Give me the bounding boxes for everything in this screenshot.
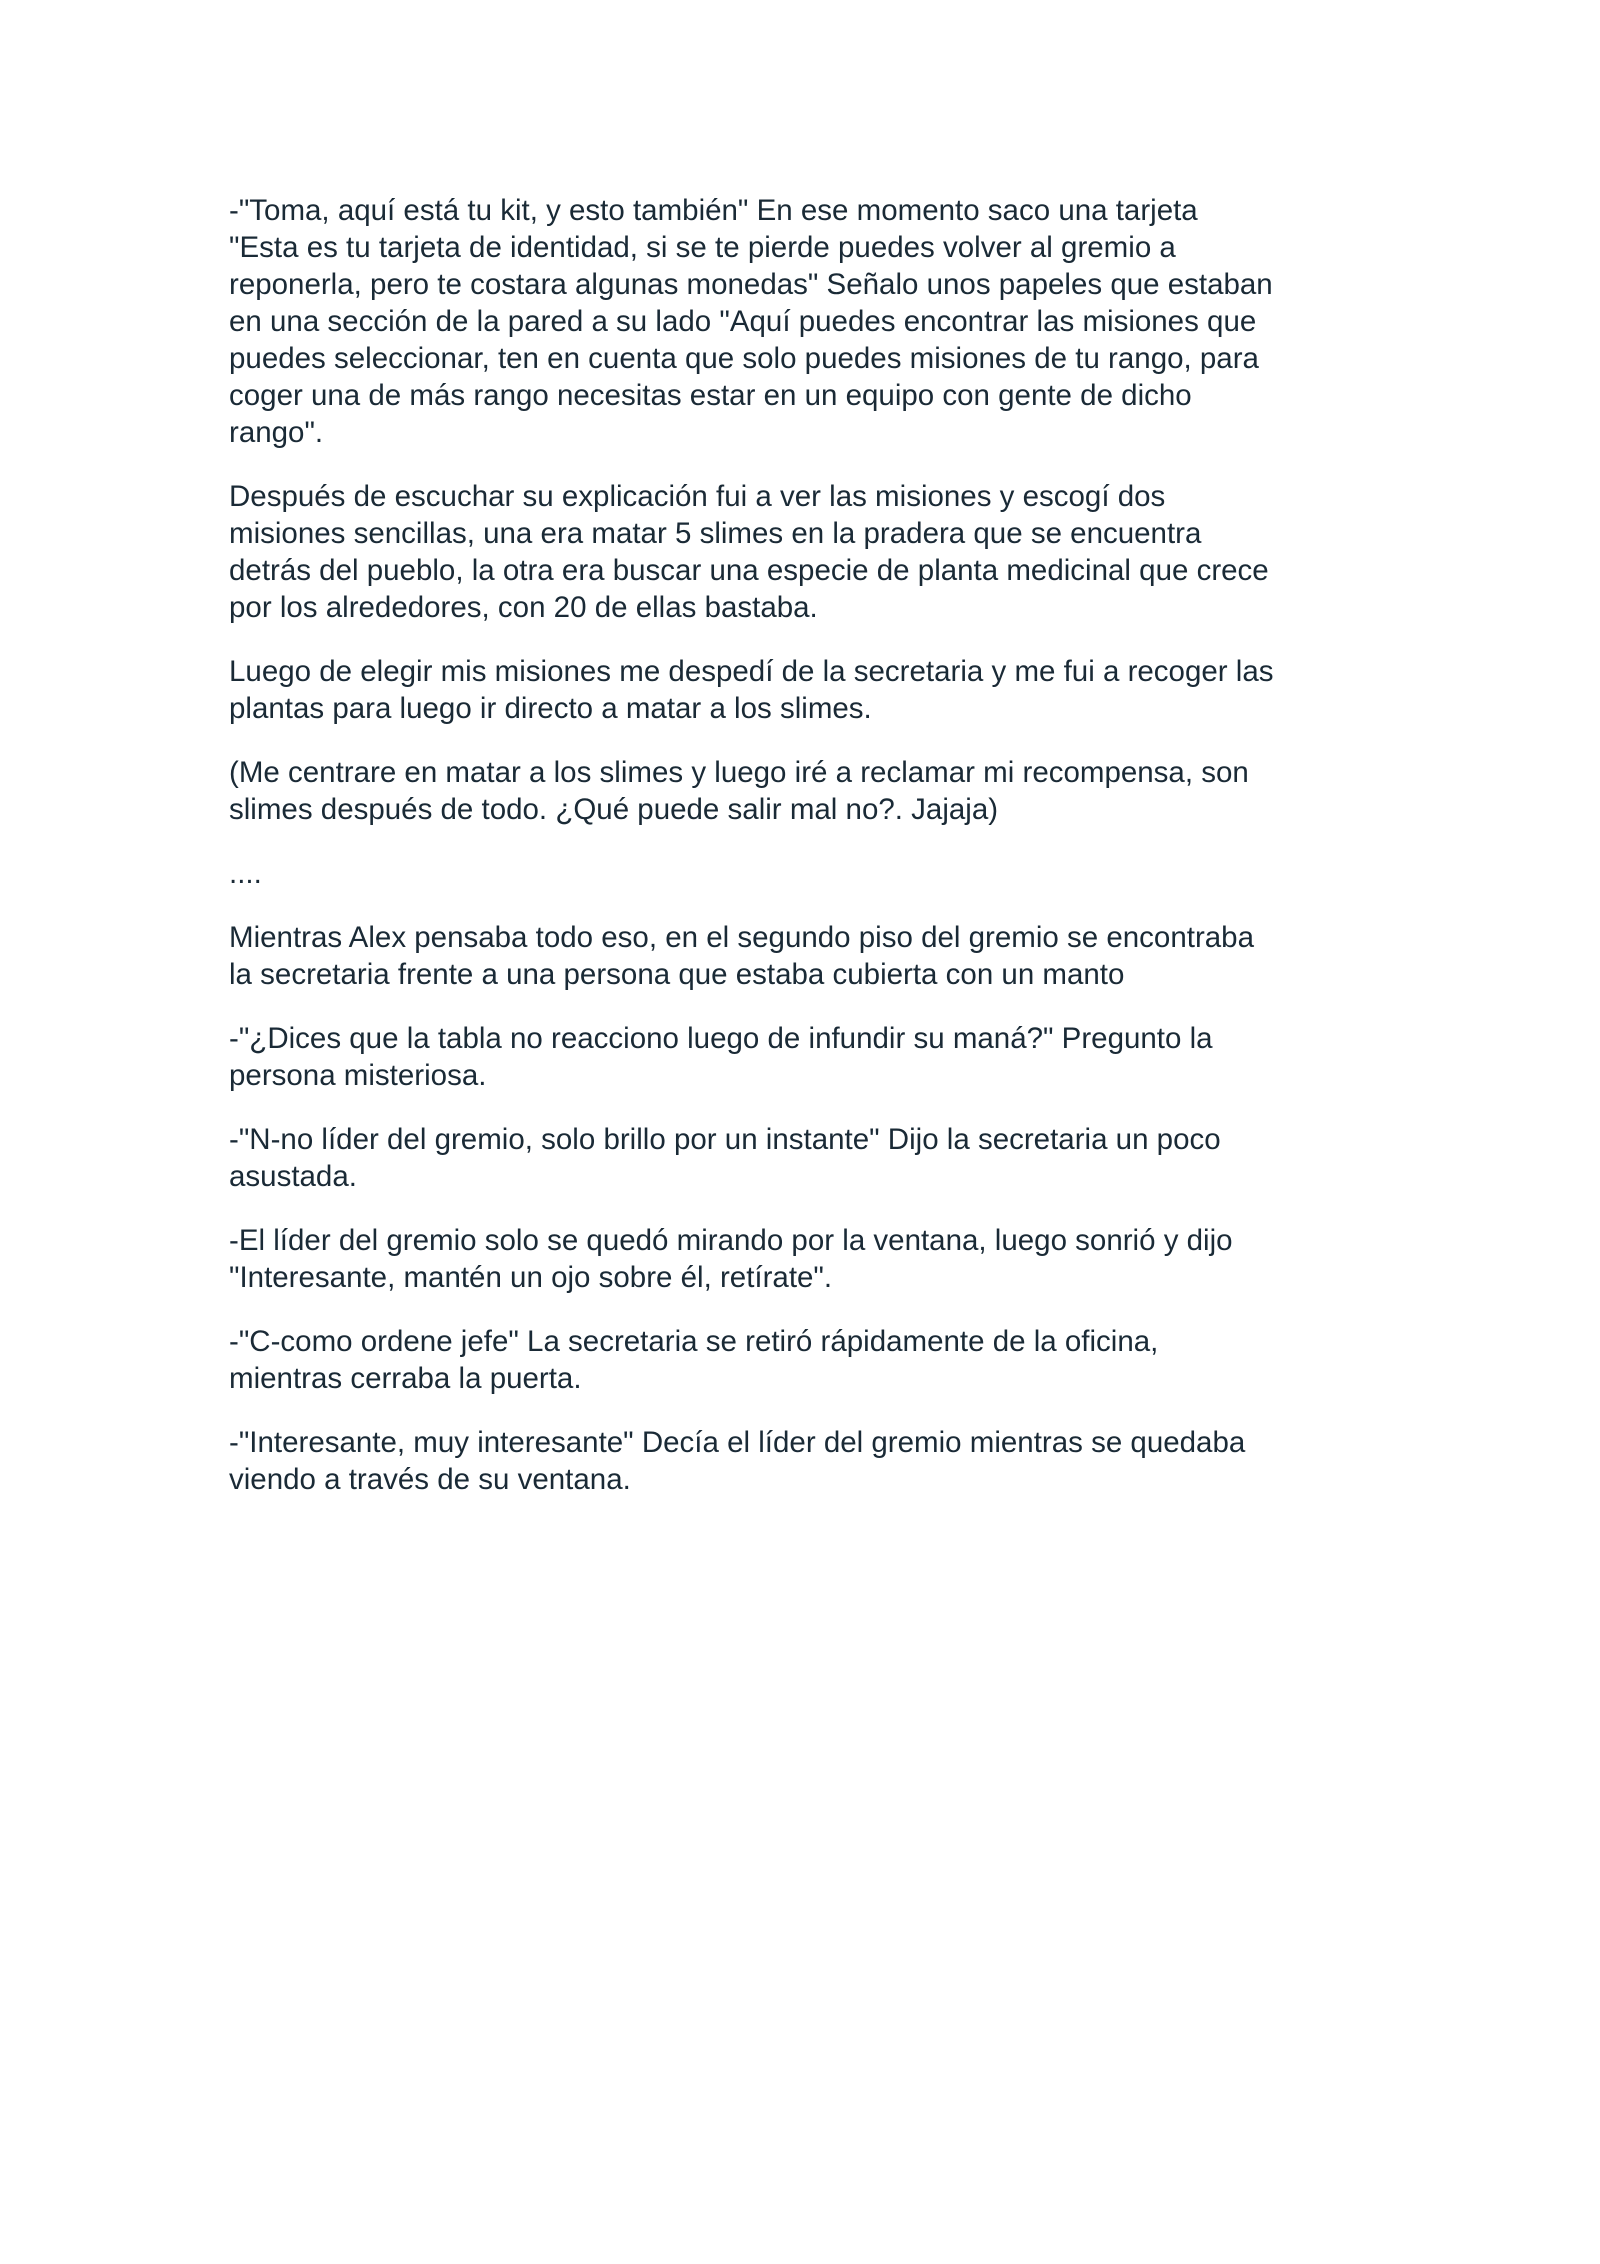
paragraph-kit-dialogue: -"Toma, aquí está tu kit, y esto también" En ese momento saco una tarjeta "Esta es tu tarjeta de identidad, si se te pierde puedes volver al gremio a reponerla, pero te costara algunas monedas" Señalo unos papeles que estaban en una sección de la pared a su lado "Aquí puedes encontrar las misiones que puedes seleccionar, ten en cuenta que solo puedes misiones de tu rango, para coger una de más rango necesitas estar en un equipo con gente de dicho rango".: [229, 194, 1273, 449]
paragraph-secretary-leaves: -"C-como ordene jefe" La secretaria se retiró rápidamente de la oficina, mientras cerraba la puerta.: [229, 1325, 1159, 1395]
paragraph-closing: -"Interesante, muy interesante" Decía el líder del gremio mientras se quedaba viendo a través de su ventana.: [229, 1426, 1246, 1496]
paragraph-question: -"¿Dices que la tabla no reacciono luego de infundir su maná?" Pregunto la persona misteriosa.: [229, 1022, 1213, 1092]
document-body: [229, 192, 1389, 1525]
paragraph-answer: -"N-no líder del gremio, solo brillo por un instante" Dijo la secretaria un poco asustada.: [229, 1123, 1221, 1193]
paragraph-thought: (Me centrare en matar a los slimes y luego iré a reclamar mi recompensa, son slimes después de todo. ¿Qué puede salir mal no?. Jajaja): [229, 756, 1249, 826]
paragraph-leader-smile: -El líder del gremio solo se quedó mirando por la ventana, luego sonrió y dijo "Interesante, mantén un ojo sobre él, retírate".: [229, 1224, 1233, 1294]
paragraph-scene-break: ....: [229, 857, 262, 890]
paragraph-farewell: Luego de elegir mis misiones me despedí de la secretaria y me fui a recoger las plantas para luego ir directo a matar a los slimes.: [229, 655, 1274, 725]
paragraph-second-floor: Mientras Alex pensaba todo eso, en el segundo piso del gremio se encontraba la secretaria frente a una persona que estaba cubierta con un manto: [229, 921, 1254, 991]
paragraph-missions-choice: Después de escuchar su explicación fui a ver las misiones y escogí dos misiones sencillas, una era matar 5 slimes en la pradera que se encuentra detrás del pueblo, la otra era buscar una especie de planta medicinal que crece por los alrededores, con 20 de ellas bastaba.: [229, 480, 1269, 624]
